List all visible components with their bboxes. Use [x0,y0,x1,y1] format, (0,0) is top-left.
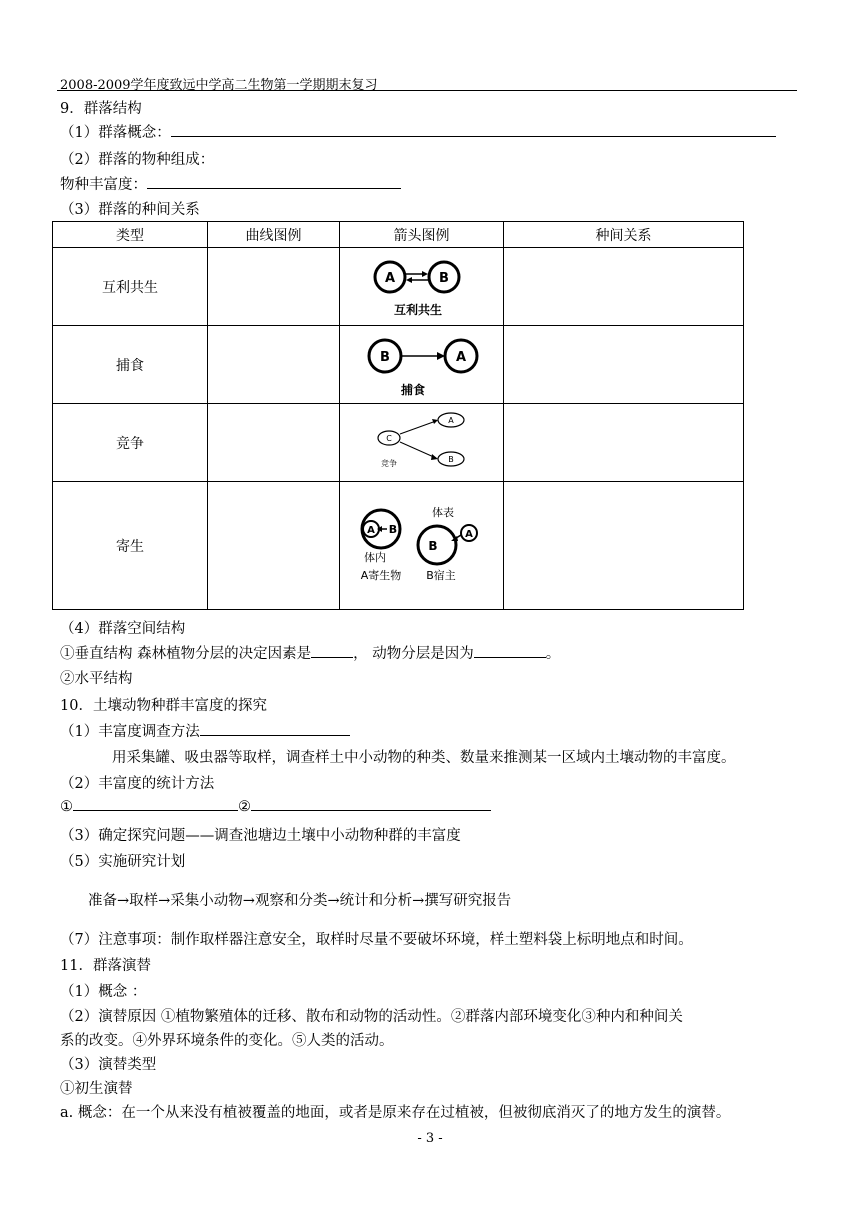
relation-cell[interactable] [504,404,744,482]
primary-succession-label: ①初生演替 [60,1081,133,1097]
species-richness-line [60,173,401,194]
animal-layer-blank[interactable] [474,645,546,658]
curve-cell[interactable] [208,482,340,610]
relation-cell[interactable] [504,326,744,404]
animal-layer-text: ， 动物分层是因为 [353,646,474,662]
spatial-structure-label: （4）群落空间结构 [60,621,186,637]
section-11-title: 11．群落演替 [60,958,151,974]
header-rule [57,90,797,91]
node-b-label: B [379,349,390,365]
survey-method-blank[interactable] [200,723,350,736]
interspecific-relations-table [52,221,744,610]
species-composition-label: （2）群落的物种组成： [60,152,215,168]
primary-succession-concept: a. 概念：在一个从来没有植被覆盖的地面，或者是原来存在过植被，但被彻底消灭了的地方发生的演替。 [60,1105,731,1121]
node-c-label: C [385,433,392,443]
relation-cell[interactable] [504,248,744,326]
row-label-competition: 竞争 [53,404,208,482]
table-row [53,248,744,326]
node-a-label: A [384,270,395,286]
row-label-parasitism: 寄生 [53,482,208,610]
community-concept-line [60,121,776,142]
survey-method-line [60,720,350,741]
col-header-type: 类型 [53,222,208,248]
succession-concept: （1）概念 ： [60,984,147,1000]
survey-method-label: （1）丰富度调查方法 [60,724,200,740]
col-header-curve: 曲线图例 [208,222,340,248]
table-header-row [53,222,744,248]
parasitism-host-label: B宿主 [425,568,456,582]
node-a-label: A [447,415,454,425]
parasitism-surface-label: 体表 [431,505,454,519]
interspecific-relations-label: （3）群落的种间关系 [60,202,200,218]
node-b-label: B [438,270,449,286]
predation-diagram [340,326,504,404]
method-1-blank[interactable] [73,798,238,811]
method-2-blank[interactable] [251,798,491,811]
community-concept-blank[interactable] [171,124,776,137]
succession-causes-line-2: 系的改变。④外界环境条件的变化。⑤人类的活动。 [60,1033,394,1049]
plant-layer-blank[interactable] [311,645,353,658]
precautions: （7）注意事项：制作取样器注意安全，取样时尽量不要破坏环境，样土塑料袋上标明地点和时间。 [60,932,693,948]
competition-caption: 竞争 [380,458,397,468]
horizontal-structure-label: ②水平结构 [60,671,133,687]
community-concept-label: （1）群落概念： [60,125,171,141]
statistical-method-line [60,798,491,815]
competition-diagram [340,404,504,482]
research-steps: 准备→取样→采集小动物→观察和分类→统计和分析→撰写研究报告 [88,893,512,909]
node-b-label: B [427,538,438,553]
table-row [53,404,744,482]
section-10-title: 10．土壤动物种群丰富度的探究 [60,698,267,714]
species-richness-label: 物种丰富度： [60,177,147,193]
method-2-marker: ② [238,799,251,815]
predation-caption: 捕食 [400,382,425,397]
parasitism-parasite-label: A寄生物 [360,568,401,582]
relation-cell[interactable] [504,482,744,610]
mutualism-diagram [340,248,504,326]
succession-causes-line-1: （2）演替原因 ①植物繁殖体的迁移、散布和动物的活动性。②群落内部环境变化③种内和种间关 [60,1009,683,1025]
node-a-label: A [366,524,375,536]
section-9-title: 9．群落结构 [60,101,142,117]
mutualism-caption: 互利共生 [393,302,442,317]
page-number: - 3 - [417,1131,443,1146]
vertical-structure-text: ①垂直结构 森林植物分层的决定因素是 [60,646,312,662]
table-row [53,326,744,404]
node-a-label: A [455,349,466,365]
statistical-method-label: （2）丰富度的统计方法 [60,776,215,792]
method-1-marker: ① [60,799,73,815]
curve-cell[interactable] [208,404,340,482]
row-label-mutualism: 互利共生 [53,248,208,326]
node-b-label: B [447,454,454,464]
col-header-relation: 种间关系 [504,222,744,248]
node-a-label: A [464,528,473,540]
col-header-arrow: 箭头图例 [340,222,504,248]
succession-types-label: （3）演替类型 [60,1057,157,1073]
species-richness-blank[interactable] [147,176,401,189]
research-question: （3）确定探究问题——调查池塘边土壤中小动物种群的丰富度 [60,828,461,844]
research-plan-label: （5）实施研究计划 [60,854,186,870]
curve-cell[interactable] [208,326,340,404]
page-header: 2008-2009学年度致远中学高二生物第一学期期末复习 [60,78,378,93]
parasitism-diagram [340,482,504,610]
parasitism-inside-label: 体内 [363,550,386,564]
node-b-label: B [388,522,397,536]
row-label-predation: 捕食 [53,326,208,404]
table-row [53,482,744,610]
curve-cell[interactable] [208,248,340,326]
vertical-structure-line [60,642,560,663]
period: 。 [545,646,561,662]
sampling-description: 用采集罐、吸虫器等取样，调查样土中小动物的种类、数量来推测某一区域内土壤动物的丰富度。 [112,750,736,766]
